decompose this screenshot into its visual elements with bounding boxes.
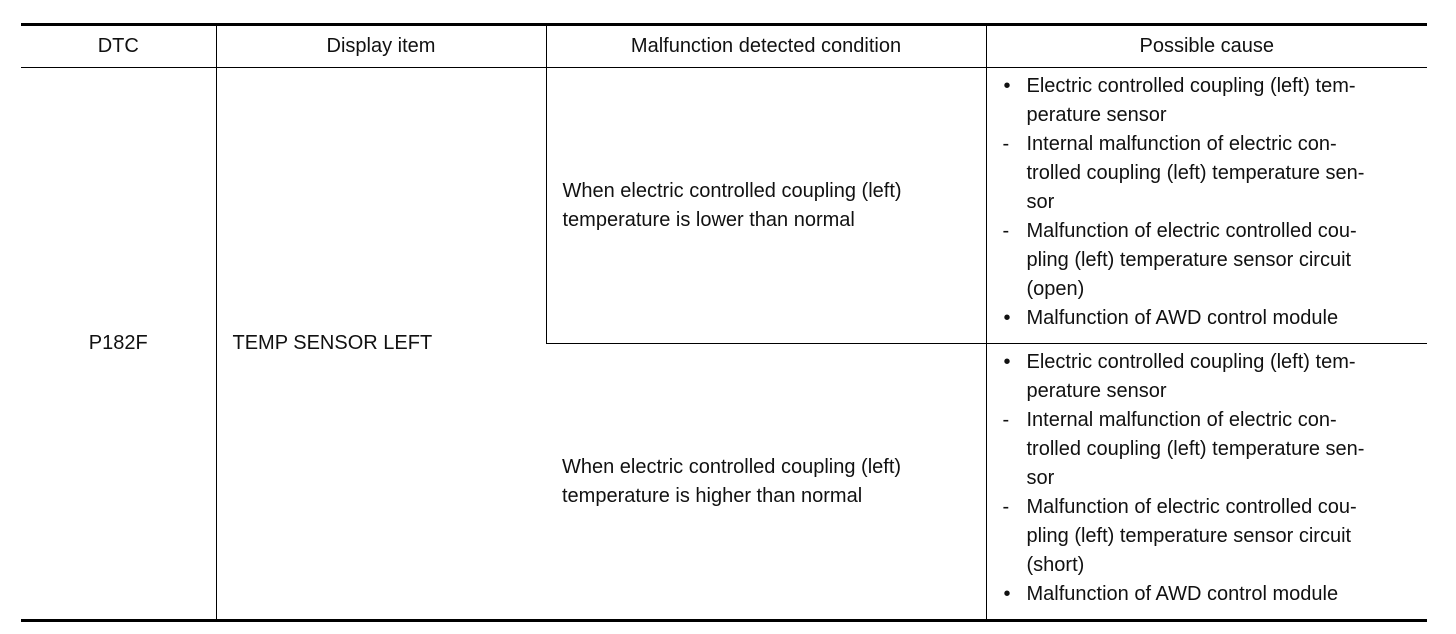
condition-cell <box>546 68 986 344</box>
cause-line: trolled coupling (left) temperature sen- <box>1026 162 1365 184</box>
condition-line: temperature is higher than normal <box>562 484 863 507</box>
cause-line: perature sensor <box>1026 380 1167 402</box>
bullet-marker: • <box>1003 75 1011 97</box>
condition-line: When electric controlled coupling (left) <box>562 455 902 478</box>
cause-item <box>1001 493 1420 580</box>
cause-line: sor <box>1026 191 1055 213</box>
table-row <box>21 68 1427 344</box>
header-possible-cause: Possible cause <box>986 25 1427 68</box>
possible-cause-cell <box>986 68 1427 344</box>
cause-item <box>1001 406 1420 493</box>
condition-cell <box>546 344 986 621</box>
bullet-marker: • <box>1003 583 1011 605</box>
cause-line: perature sensor <box>1026 104 1167 126</box>
header-display-item: Display item <box>216 25 546 68</box>
cause-line: Electric controlled coupling (left) tem- <box>1026 351 1356 373</box>
possible-cause-cell <box>986 344 1427 621</box>
cause-line: trolled coupling (left) temperature sen- <box>1026 438 1365 460</box>
cause-list <box>1001 72 1420 333</box>
cause-item <box>1001 348 1420 406</box>
cause-line: Malfunction of AWD control module <box>1026 583 1339 605</box>
dash-marker: - <box>1002 409 1010 431</box>
cause-item <box>1001 304 1420 333</box>
cause-line: Electric controlled coupling (left) tem- <box>1026 75 1356 97</box>
cause-line: Malfunction of AWD control module <box>1026 307 1339 329</box>
display-item-cell: TEMP SENSOR LEFT <box>216 68 546 621</box>
dash-marker: - <box>1002 220 1010 242</box>
cause-line: (open) <box>1026 278 1085 300</box>
header-malfunction-condition: Malfunction detected condition <box>546 25 986 68</box>
dtc-code-cell: P182F <box>88 332 148 354</box>
cause-line: pling (left) temperature sensor circuit <box>1026 525 1352 547</box>
header-dtc: DTC <box>21 25 216 68</box>
cause-item <box>1001 72 1420 130</box>
cause-item <box>1001 130 1420 217</box>
cause-line: (short) <box>1026 554 1085 576</box>
cause-list <box>1001 348 1420 609</box>
cause-line: Internal malfunction of electric con- <box>1026 133 1337 155</box>
cause-line: Malfunction of electric controlled cou- <box>1026 496 1357 518</box>
bullet-marker: • <box>1003 307 1011 329</box>
dash-marker: - <box>1002 133 1010 155</box>
cause-line: pling (left) temperature sensor circuit <box>1026 249 1352 271</box>
cause-line: sor <box>1026 467 1055 489</box>
dash-marker: - <box>1002 496 1010 518</box>
table-header-row <box>21 25 1427 68</box>
dtc-table <box>21 23 1427 622</box>
cause-item <box>1001 580 1420 609</box>
cause-item <box>1001 217 1420 304</box>
cause-line: Internal malfunction of electric con- <box>1026 409 1337 431</box>
cause-line: Malfunction of electric controlled cou- <box>1026 220 1357 242</box>
condition-line: temperature is lower than normal <box>562 208 855 231</box>
bullet-marker: • <box>1003 351 1011 373</box>
condition-line: When electric controlled coupling (left) <box>562 179 902 202</box>
